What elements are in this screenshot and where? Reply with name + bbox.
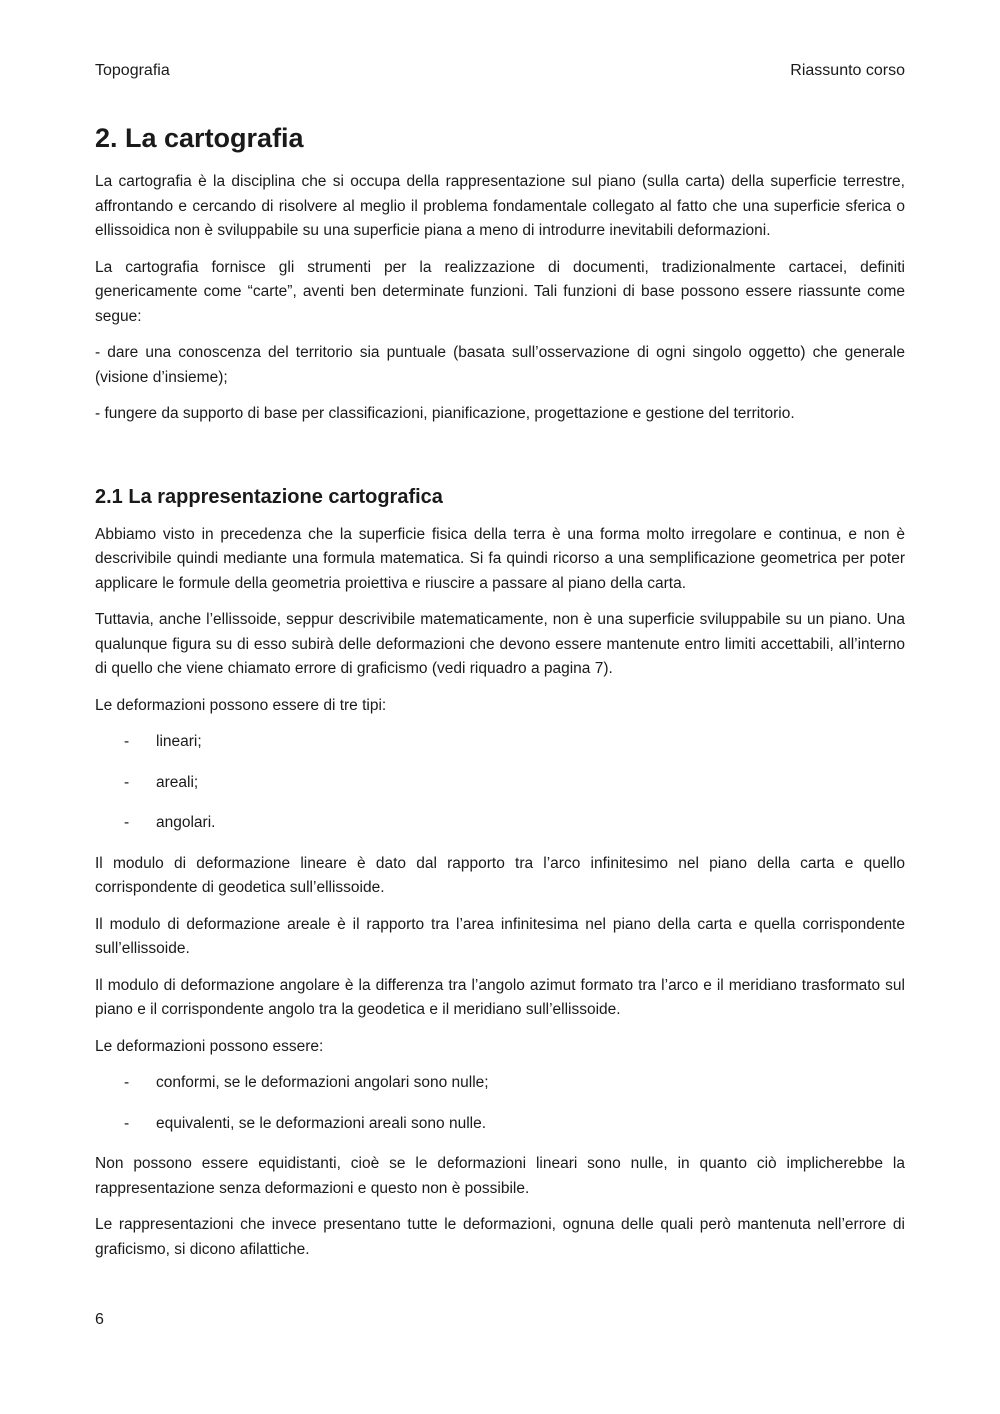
header-right: Riassunto corso (790, 62, 905, 79)
paragraph: - dare una conoscenza del territorio sia puntuale (basata sull’osservazione di ogni singolo oggetto) che generale (visione d’insieme); (95, 344, 905, 386)
list-item: - equivalenti, se le deformazioni areali sono nulle. (95, 1112, 905, 1137)
list-item: - conformi, se le deformazioni angolari sono nulle; (95, 1071, 905, 1096)
deformation-kinds-list (95, 1071, 905, 1136)
subsection-title: 2.1 La rappresentazione cartografica (95, 485, 443, 508)
paragraph: - fungere da supporto di base per classificazioni, pianificazione, progettazione e gestione del territorio. (95, 405, 795, 422)
page-number: 6 (95, 1311, 104, 1328)
paragraph: Il modulo di deformazione areale è il rapporto tra l’area infinitesima nel piano della carta e quella corrispondente sull’ellissoide. (95, 915, 905, 957)
paragraph: Il modulo di deformazione angolare è la differenza tra l’angolo azimut formato tra l’arco e il meridiano trasformato sul piano e il corrispondente angolo tra la geodetica e il meridiano sull’ellissoide. (95, 976, 905, 1018)
page-content (95, 120, 905, 1274)
paragraph: Le deformazioni possono essere: (95, 1037, 324, 1055)
paragraph: Abbiamo visto in precedenza che la superficie fisica della terra è una forma molto irregolare e continua, e non è descrivibile quindi mediante una formula matematica. Si fa quindi ricorso a una semplificazione geometrica per poter applicare le formule della geometria proiettiva e riuscire a passare al piano della carta. (95, 525, 905, 592)
list-item: - lineari; (95, 730, 905, 755)
header-left: Topografia (95, 62, 170, 79)
paragraph: Le deformazioni possono essere di tre tipi: (95, 696, 387, 714)
deformation-types-list (95, 730, 905, 836)
document-page (95, 0, 905, 1414)
paragraph: La cartografia è la disciplina che si occupa della rappresentazione sul piano (sulla carta) della superficie terrestre, affrontando e cercando di risolvere al meglio il problema fondamentale collegato al fatto che una superficie sferica o ellissoidica non è sviluppabile su una superficie piana a meno di introdurre inevitabili deformazioni. (95, 173, 905, 239)
list-item: - angolari. (95, 811, 905, 836)
section-spacer (95, 439, 905, 483)
list-item: - areali; (95, 771, 905, 796)
paragraph: Tuttavia, anche l’ellissoide, seppur descrivibile matematicamente, non è una superficie sviluppabile su un piano. Una qualunque figura su di esso subirà delle deformazioni che devono essere mantenute entro limiti accettabili, all’interno di quello che viene chiamato errore di graficismo (vedi riquadro a pagina 7). (95, 611, 905, 677)
paragraph: La cartografia fornisce gli strumenti per la realizzazione di documenti, tradizionalmente cartacei, definiti genericamente come “carte”, aventi ben determinate funzioni. Tali funzioni di base possono essere riassunte come segue: (95, 258, 905, 325)
paragraph: Non possono essere equidistanti, cioè se le deformazioni lineari sono nulle, in quanto ciò implicherebbe la rappresentazione senza deformazioni e questo non è possibile. (95, 1155, 905, 1197)
section-title: 2. La cartografia (95, 123, 304, 153)
paragraph: Il modulo di deformazione lineare è dato dal rapporto tra l’arco infinitesimo nel piano della carta e quello corrispondente di geodetica sull’ellissoide. (95, 854, 905, 896)
paragraph: Le rappresentazioni che invece presentano tutte le deformazioni, ognuna delle quali però mantenuta nell’errore di graficismo, si dicono afilattiche. (95, 1216, 905, 1258)
